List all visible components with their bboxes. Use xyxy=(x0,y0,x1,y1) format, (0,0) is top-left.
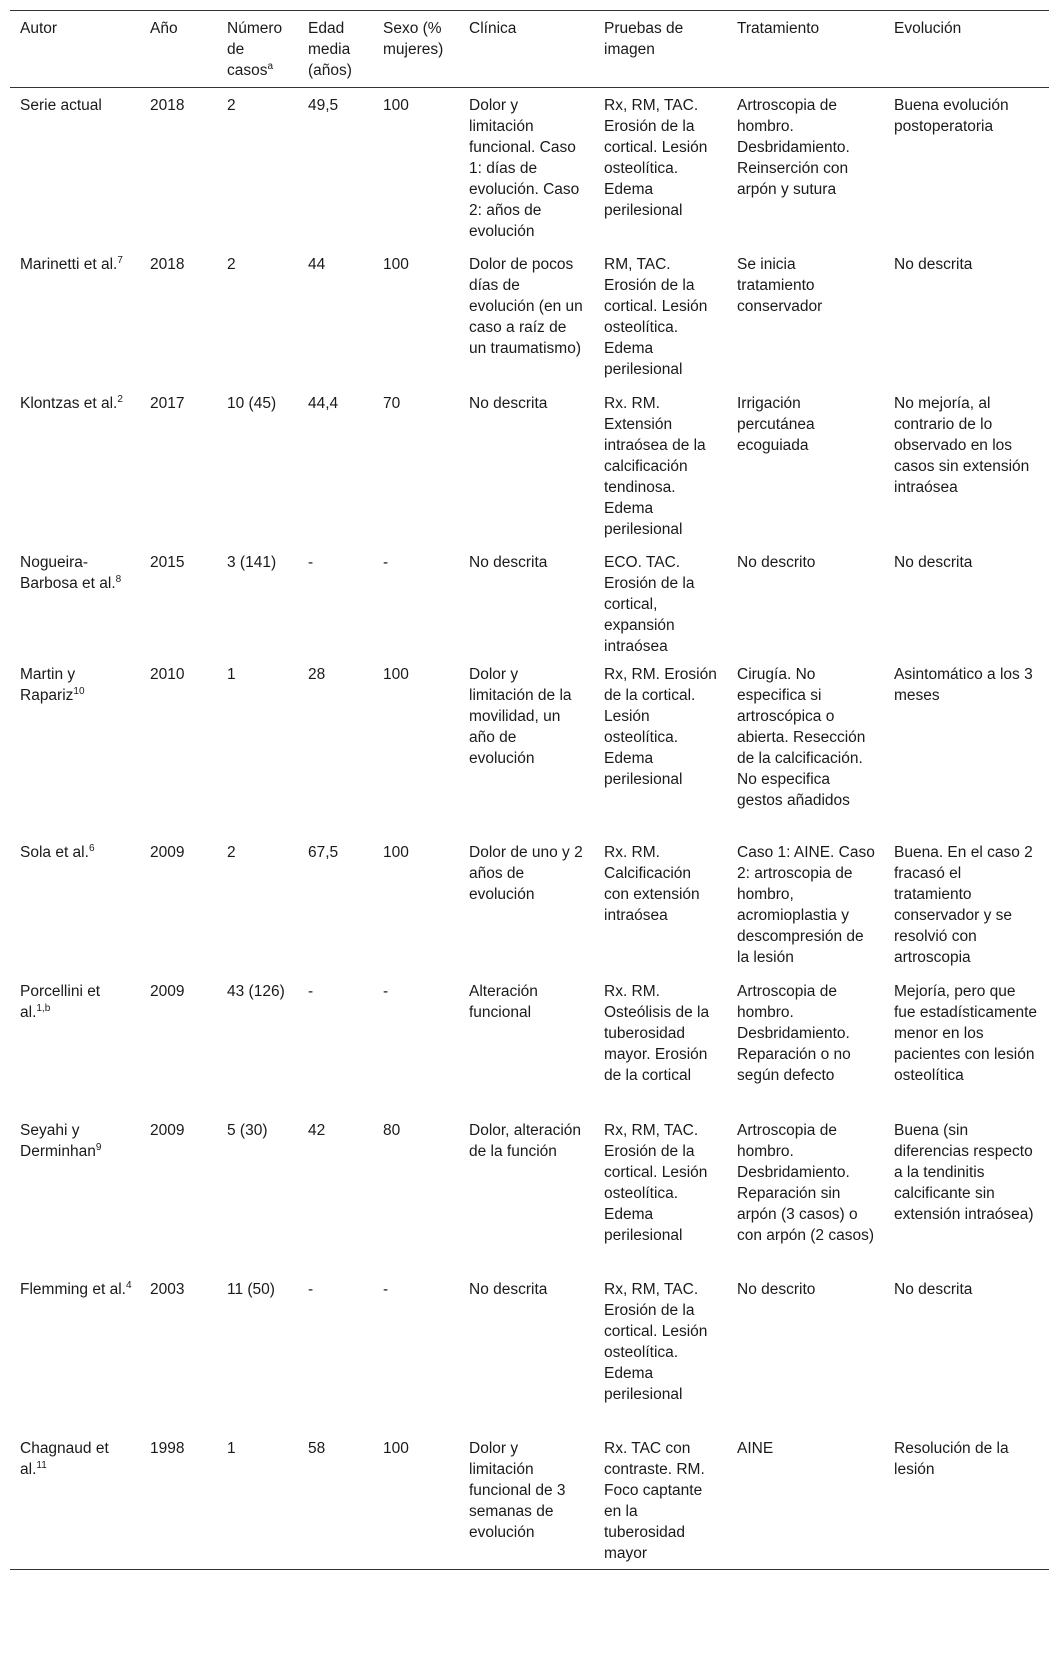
cell-edad-text: - xyxy=(308,1280,314,1298)
cell-casos xyxy=(217,657,298,835)
table-row xyxy=(10,657,1049,835)
cell-anio xyxy=(140,1272,217,1431)
header-sexo: Sexo (% mujeres) xyxy=(383,20,444,58)
header-tratamiento: Tratamiento xyxy=(737,20,820,37)
cell-edad xyxy=(298,835,373,974)
cell-casos-text: 43 (126) xyxy=(227,982,285,1000)
cell-clinica xyxy=(459,88,594,247)
cell-imagen-text: Rx, RM. Erosión de la cortical. Lesión osteolítica. Edema perilesional xyxy=(604,665,717,788)
cell-casos xyxy=(217,1113,298,1272)
cell-edad xyxy=(298,657,373,835)
cell-tratamiento-text: Se inicia tratamiento conservador xyxy=(737,255,823,315)
cell-autor xyxy=(10,386,140,545)
header-clinica: Clínica xyxy=(469,20,517,37)
cell-clinica xyxy=(459,1272,594,1431)
cell-imagen xyxy=(594,247,727,386)
table-row xyxy=(10,835,1049,974)
cell-autor xyxy=(10,974,140,1113)
cell-autor xyxy=(10,545,140,657)
cell-sexo xyxy=(373,247,459,386)
header-autor: Autor xyxy=(20,20,58,37)
table-row xyxy=(10,247,1049,386)
cell-sexo xyxy=(373,386,459,545)
cell-evolucion-text: No descrita xyxy=(894,553,973,571)
cell-anio-text: 2018 xyxy=(150,255,185,273)
cell-anio xyxy=(140,545,217,657)
cell-imagen-text: Rx. RM. Osteólisis de la tuberosidad mayor. Erosión de la cortical xyxy=(604,982,710,1084)
cell-casos xyxy=(217,545,298,657)
cell-edad xyxy=(298,1272,373,1431)
cell-tratamiento-text: AINE xyxy=(737,1439,774,1457)
cell-casos-text: 2 xyxy=(227,255,236,273)
cell-anio xyxy=(140,974,217,1113)
cell-autor-text: Martin y Rapariz xyxy=(20,665,76,704)
cell-clinica xyxy=(459,247,594,386)
cell-sexo-text: 100 xyxy=(383,665,409,683)
cell-edad-text: 44 xyxy=(308,255,326,273)
cell-anio-text: 2017 xyxy=(150,394,185,412)
cell-evolucion xyxy=(884,974,1049,1113)
cell-edad xyxy=(298,1113,373,1272)
header-imagen: Pruebas de imagen xyxy=(604,20,684,58)
cell-clinica-text: Dolor de pocos días de evolución (en un caso a raíz de un traumatismo) xyxy=(469,255,583,357)
cell-clinica xyxy=(459,386,594,545)
header-casos xyxy=(217,11,298,88)
cell-casos-text: 3 (141) xyxy=(227,553,277,571)
cell-sexo xyxy=(373,1272,459,1431)
cell-autor-text: Seyahi y Derminhan xyxy=(20,1121,96,1160)
table-row xyxy=(10,386,1049,545)
cell-autor xyxy=(10,247,140,386)
cell-anio-text: 2009 xyxy=(150,1121,185,1139)
reference-number: 2 xyxy=(117,393,123,405)
cell-anio-text: 2009 xyxy=(150,843,185,861)
cell-anio xyxy=(140,88,217,247)
cell-casos xyxy=(217,386,298,545)
cell-casos-text: 5 (30) xyxy=(227,1121,268,1139)
cell-autor xyxy=(10,657,140,835)
cell-clinica xyxy=(459,835,594,974)
cell-evolucion-text: No descrita xyxy=(894,255,973,273)
cell-imagen-text: Rx. TAC con contraste. RM. Foco captante en la tuberosidad mayor xyxy=(604,1439,705,1562)
cell-anio-text: 2018 xyxy=(150,97,185,114)
header-evolucion: Evolución xyxy=(894,20,962,37)
footnote-marker: a xyxy=(267,60,274,72)
cell-autor xyxy=(10,1431,140,1570)
table-row xyxy=(10,1113,1049,1272)
cell-anio xyxy=(140,247,217,386)
cell-clinica-text: Dolor, alteración de la función xyxy=(469,1121,582,1160)
cell-tratamiento xyxy=(727,386,884,545)
cell-evolucion-text: No mejoría, al contrario de lo observado en los casos sin extensión intraósea xyxy=(894,394,1030,496)
cell-sexo xyxy=(373,1431,459,1570)
cell-evolucion xyxy=(884,386,1049,545)
cell-tratamiento-text: Artroscopia de hombro. Desbridamiento. Reparación o no según defecto xyxy=(737,982,851,1084)
cell-imagen xyxy=(594,386,727,545)
cell-casos xyxy=(217,1272,298,1431)
cell-evolucion-text: No descrita xyxy=(894,1280,973,1298)
cell-casos xyxy=(217,1431,298,1570)
header-edad: Edad media (años) xyxy=(308,20,352,79)
cell-sexo xyxy=(373,545,459,657)
cell-casos-text: 1 xyxy=(227,665,236,683)
cell-sexo-text: 100 xyxy=(383,255,409,273)
cell-edad xyxy=(298,88,373,247)
cell-anio xyxy=(140,835,217,974)
cell-autor xyxy=(10,1272,140,1431)
cell-edad xyxy=(298,545,373,657)
table-row xyxy=(10,1272,1049,1431)
cell-casos xyxy=(217,835,298,974)
cell-casos xyxy=(217,88,298,247)
reference-number: 6 xyxy=(88,842,95,854)
cell-casos-text: 11 (50) xyxy=(227,1280,275,1298)
cell-casos-text: 10 (45) xyxy=(227,394,277,412)
cell-sexo-text: 70 xyxy=(383,394,401,412)
cell-evolucion xyxy=(884,88,1049,247)
cell-sexo-text: 100 xyxy=(383,97,409,114)
cell-clinica xyxy=(459,545,594,657)
cell-tratamiento xyxy=(727,657,884,835)
cell-edad-text: 67,5 xyxy=(308,843,339,861)
cell-autor-text: Klontzas et al. xyxy=(20,394,118,412)
cell-sexo-text: 100 xyxy=(383,1439,409,1457)
table-row xyxy=(10,88,1049,247)
header-casos-label: Número de casos xyxy=(227,20,283,79)
cell-imagen xyxy=(594,1272,727,1431)
cell-autor xyxy=(10,1113,140,1272)
cell-sexo xyxy=(373,835,459,974)
cell-autor-text: Nogueira-Barbosa et al. xyxy=(20,553,116,592)
cell-evolucion-text: Mejoría, pero que fue estadísticamente menor en los pacientes con lesión osteolítica xyxy=(894,982,1038,1084)
cell-tratamiento xyxy=(727,1431,884,1570)
cell-evolucion-text: Asintomático a los 3 meses xyxy=(894,665,1033,704)
cell-evolucion xyxy=(884,657,1049,835)
cell-sexo-text: - xyxy=(383,982,389,1000)
cell-clinica-text: No descrita xyxy=(469,394,548,412)
literature-review-table xyxy=(10,10,1049,1570)
table-row xyxy=(10,1431,1049,1570)
cell-autor xyxy=(10,835,140,974)
cell-sexo-text: 80 xyxy=(383,1121,401,1139)
cell-tratamiento xyxy=(727,835,884,974)
cell-imagen xyxy=(594,657,727,835)
cell-tratamiento xyxy=(727,1113,884,1272)
cell-imagen xyxy=(594,974,727,1113)
cell-tratamiento xyxy=(727,1272,884,1431)
reference-number: 1,b xyxy=(36,1002,51,1014)
cell-sexo-text: - xyxy=(383,1280,389,1298)
cell-tratamiento-text: Caso 1: AINE. Caso 2: artroscopia de hombro, acromioplastia y descompresión de la lesión xyxy=(737,843,875,966)
cell-imagen xyxy=(594,545,727,657)
cell-clinica-text: Alteración funcional xyxy=(469,982,538,1021)
cell-evolucion xyxy=(884,1431,1049,1570)
cell-tratamiento xyxy=(727,88,884,247)
cell-imagen-text: Rx. RM. Extensión intraósea de la calcificación tendinosa. Edema perilesional xyxy=(604,394,706,538)
cell-evolucion-text: Buena (sin diferencias respecto a la tendinitis calcificante sin extensión intraósea) xyxy=(894,1121,1034,1223)
header-anio: Año xyxy=(150,20,178,37)
cell-clinica-text: Dolor y limitación funcional. Caso 1: días de evolución. Caso 2: años de evolución xyxy=(469,97,580,240)
cell-evolucion-text: Resolución de la lesión xyxy=(894,1439,1009,1478)
cell-anio-text: 2010 xyxy=(150,665,185,683)
cell-anio xyxy=(140,1431,217,1570)
cell-clinica-text: Dolor y limitación de la movilidad, un año de evolución xyxy=(469,665,572,767)
cell-imagen-text: RM, TAC. Erosión de la cortical. Lesión osteolítica. Edema perilesional xyxy=(604,255,708,378)
cell-edad-text: 44,4 xyxy=(308,394,339,412)
cell-autor-text: Marinetti et al. xyxy=(20,255,118,273)
cell-sexo xyxy=(373,657,459,835)
cell-anio-text: 2015 xyxy=(150,553,185,571)
cell-casos xyxy=(217,247,298,386)
cell-edad-text: 42 xyxy=(308,1121,326,1139)
cell-anio xyxy=(140,657,217,835)
cell-tratamiento-text: No descrito xyxy=(737,553,816,571)
cell-clinica xyxy=(459,1431,594,1570)
cell-imagen xyxy=(594,835,727,974)
cell-imagen-text: ECO. TAC. Erosión de la cortical, expansión intraósea xyxy=(604,553,695,655)
cell-autor-text: Chagnaud et al. xyxy=(20,1439,109,1478)
cell-casos xyxy=(217,974,298,1113)
cell-sexo xyxy=(373,1113,459,1272)
cell-tratamiento-text: Cirugía. No especifica si artroscópica o abierta. Resección de la calcificación. No especifica gestos añadidos xyxy=(737,665,866,809)
cell-edad-text: 28 xyxy=(308,665,326,683)
cell-tratamiento-text: Artroscopia de hombro. Desbridamiento. Reinserción con arpón y sutura xyxy=(737,97,850,198)
cell-tratamiento-text: Irrigación percutánea ecoguiada xyxy=(737,394,815,454)
cell-evolucion xyxy=(884,545,1049,657)
cell-clinica xyxy=(459,974,594,1113)
cell-imagen xyxy=(594,88,727,247)
cell-evolucion xyxy=(884,835,1049,974)
cell-anio xyxy=(140,386,217,545)
cell-edad xyxy=(298,1431,373,1570)
cell-anio-text: 2003 xyxy=(150,1280,185,1298)
reference-number: 10 xyxy=(73,685,85,697)
cell-autor xyxy=(10,88,140,247)
cell-autor-text: Sola et al. xyxy=(20,843,89,861)
cell-evolucion xyxy=(884,1113,1049,1272)
cell-imagen xyxy=(594,1431,727,1570)
cell-evolucion-text: Buena. En el caso 2 fracasó el tratamiento conservador y se resolvió con artroscopia xyxy=(894,843,1033,966)
cell-evolucion xyxy=(884,1272,1049,1431)
cell-tratamiento xyxy=(727,247,884,386)
cell-edad-text: 58 xyxy=(308,1439,326,1457)
cell-casos-text: 1 xyxy=(227,1439,236,1457)
cell-edad xyxy=(298,386,373,545)
cell-edad xyxy=(298,247,373,386)
cell-evolucion-text: Buena evolución postoperatoria xyxy=(894,97,1009,135)
cell-clinica-text: Dolor y limitación funcional de 3 semanas de evolución xyxy=(469,1439,566,1541)
table-row xyxy=(10,974,1049,1113)
reference-number: 4 xyxy=(125,1279,132,1291)
cell-casos-text: 2 xyxy=(227,843,236,861)
cell-edad xyxy=(298,974,373,1113)
cell-autor-text: Porcellini et al. xyxy=(20,982,101,1021)
cell-sexo-text: - xyxy=(383,553,389,571)
cell-tratamiento xyxy=(727,545,884,657)
cell-tratamiento-text: Artroscopia de hombro. Desbridamiento. Reparación sin arpón (3 casos) o con arpón (2 casos) xyxy=(737,1121,874,1244)
header-row xyxy=(10,11,1049,88)
cell-autor-text: Serie actual xyxy=(20,97,102,114)
reference-number: 8 xyxy=(115,573,122,585)
cell-imagen xyxy=(594,1113,727,1272)
cell-edad-text: - xyxy=(308,553,314,571)
cell-sexo-text: 100 xyxy=(383,843,409,861)
table-container xyxy=(10,10,1049,1570)
cell-clinica xyxy=(459,657,594,835)
cell-clinica xyxy=(459,1113,594,1272)
cell-anio-text: 2009 xyxy=(150,982,185,1000)
reference-number: 7 xyxy=(117,254,123,266)
cell-edad-text: 49,5 xyxy=(308,97,339,114)
cell-clinica-text: No descrita xyxy=(469,553,548,571)
cell-casos-text: 2 xyxy=(227,97,236,114)
cell-sexo xyxy=(373,974,459,1113)
cell-imagen-text: Rx, RM, TAC. Erosión de la cortical. Lesión osteolítica. Edema perilesional xyxy=(604,1280,708,1403)
cell-tratamiento xyxy=(727,974,884,1113)
cell-anio xyxy=(140,1113,217,1272)
cell-autor-text: Flemming et al. xyxy=(20,1280,126,1298)
cell-clinica-text: Dolor de uno y 2 años de evolución xyxy=(469,843,583,903)
cell-sexo xyxy=(373,88,459,247)
cell-tratamiento-text: No descrito xyxy=(737,1280,816,1298)
cell-imagen-text: Rx, RM, TAC. Erosión de la cortical. Lesión osteolítica. Edema perilesional xyxy=(604,97,708,219)
reference-number: 9 xyxy=(95,1141,102,1153)
cell-edad-text: - xyxy=(308,982,314,1000)
table-row xyxy=(10,545,1049,657)
reference-number: 11 xyxy=(36,1459,47,1471)
cell-imagen-text: Rx. RM. Calcificación con extensión intraósea xyxy=(604,843,700,924)
cell-clinica-text: No descrita xyxy=(469,1280,548,1298)
cell-anio-text: 1998 xyxy=(150,1439,185,1457)
cell-imagen-text: Rx, RM, TAC. Erosión de la cortical. Lesión osteolítica. Edema perilesional xyxy=(604,1121,708,1244)
cell-evolucion xyxy=(884,247,1049,386)
